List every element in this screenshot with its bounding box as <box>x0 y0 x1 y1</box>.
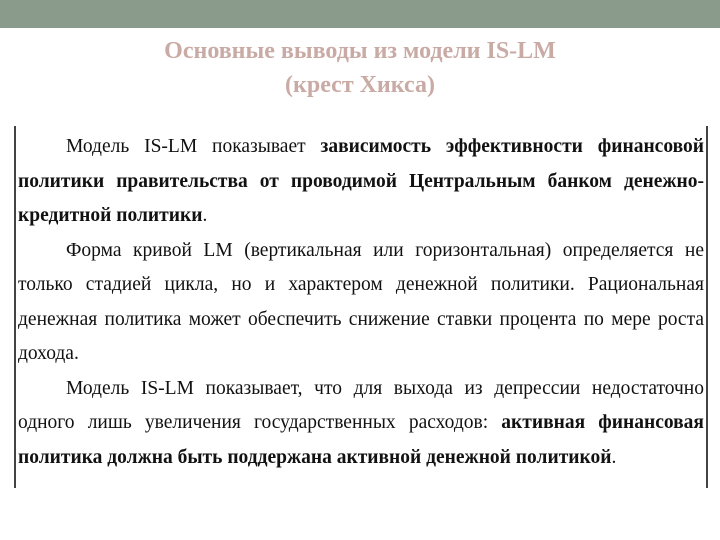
paragraph-2: Форма кривой LM (вертикальная или горизонтальная) определяется не только стадией цикла, но и характером денежной политики. Рациональная денежная политика может обеспечить снижение ставки процента по мере роста дохода. <box>18 239 704 364</box>
slide-title-line-2: (крест Хикса) <box>285 72 435 98</box>
document-image <box>14 126 708 488</box>
slide-title-line-1: Основные выводы из модели IS-LM <box>164 38 556 64</box>
paragraph-3-end: . <box>611 446 617 468</box>
paragraph-1-end: . <box>202 205 208 226</box>
paragraph-3-text: Модель IS-LM показывает, что для выхода из депрессии недостаточно одного лишь увеличения государственных расходов: <box>18 377 704 433</box>
paragraph-1-text: Модель IS-LM показывает <box>66 136 321 157</box>
header-bar <box>0 0 720 28</box>
slide-title <box>0 34 720 102</box>
paragraph-3 <box>16 372 706 476</box>
paragraph-1 <box>16 130 706 234</box>
paragraph-3-bold-text: активная финансовая политика должна быть поддержана активной денежной политикой <box>18 412 704 468</box>
paragraph-1-bold-text: зависимость эффективности финансовой политики правительства от проводимой Центральным банком денежно-кредитной политики <box>18 136 704 226</box>
